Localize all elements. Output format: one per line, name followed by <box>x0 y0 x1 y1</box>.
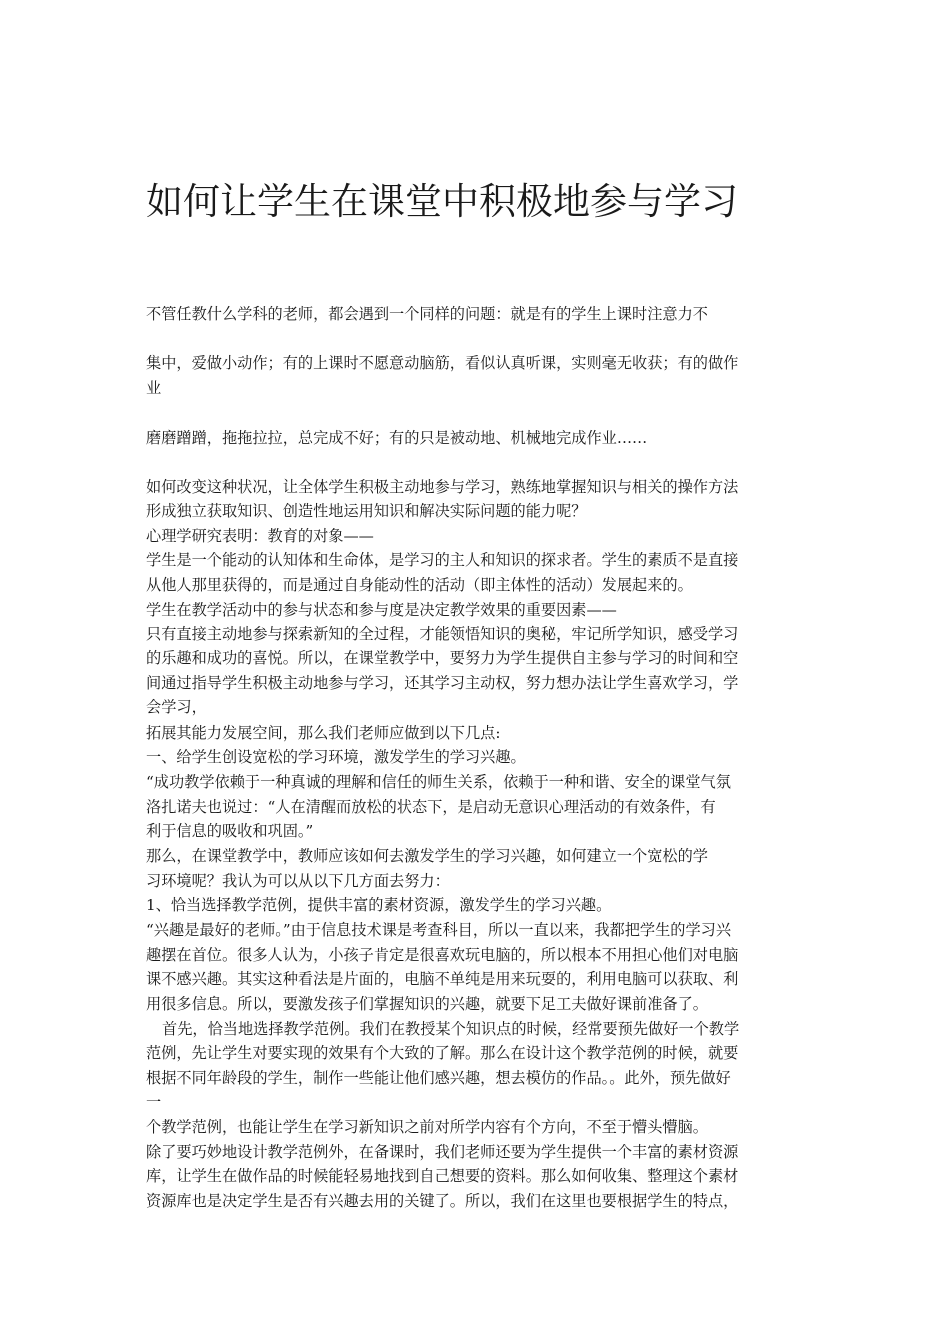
body-line: 除了要巧妙地设计教学范例外，在备课时，我们老师还要为学生提供一个丰富的素材资源 <box>146 1143 739 1161</box>
body-line: 首先，恰当地选择教学范例。我们在教授某个知识点的时候，经常要预先做好一个教学 <box>162 1020 740 1038</box>
body-line: 拓展其能力发展空间，那么我们老师应做到以下几点: <box>146 724 501 742</box>
body-line: 磨磨蹭蹭，拖拖拉拉，总完成不好；有的只是被动地、机械地完成作业…… <box>146 429 648 447</box>
body-line: 学生在教学活动中的参与状态和参与度是决定教学效果的重要因素—— <box>146 601 617 619</box>
body-line: 只有直接主动地参与探索新知的全过程，才能领悟知识的奥秘，牢记所学知识，感受学习 <box>146 625 739 643</box>
body-line: 根据不同年龄段的学生，制作一些能让他们感兴趣，想去模仿的作品。。此外，预先做好 <box>146 1069 731 1087</box>
body-line: 库，让学生在做作品的时候能轻易地找到自己想要的资料。那么如何收集、整理这个素材 <box>146 1167 739 1185</box>
body-line: 不管任教什么学科的老师，都会遇到一个同样的问题：就是有的学生上课时注意力不 <box>146 305 708 323</box>
body-line: “兴趣是最好的老师。”由于信息技术课是考查科目，所以一直以来，我都把学生的学习兴 <box>146 921 732 939</box>
body-line: 一 <box>146 1093 162 1111</box>
body-line: 利于信息的吸收和巩固。” <box>146 822 314 840</box>
body-line: 从他人那里获得的，而是通过自身能动性的活动（即主体性的活动）发展起来的。 <box>146 576 693 594</box>
body-line: 集中，爱做小动作；有的上课时不愿意动脑筋，看似认真听课，实则毫无收获；有的做作 <box>146 354 739 372</box>
subsection-heading: 1、恰当选择教学范例，提供丰富的素材资源，激发学生的学习兴趣。 <box>146 896 612 914</box>
body-line: 个教学范例，也能让学生在学习新知识之前对所学内容有个方向，不至于懵头懵脑。 <box>146 1118 708 1136</box>
body-line: 会学习， <box>146 698 207 716</box>
body-line: “成功教学依赖于一种真诚的理解和信任的师生关系，依赖于一种和谐、安全的课堂气氛 <box>146 773 731 791</box>
section-heading: 一、给学生创设宽松的学习环境，激发学生的学习兴趣。 <box>146 748 526 766</box>
body-line: 资源库也是决定学生是否有兴趣去用的关键了。所以，我们在这里也要根据学生的特点， <box>146 1192 739 1210</box>
body-line: 形成独立获取知识、创造性地运用知识和解决实际问题的能力呢？ <box>146 502 587 520</box>
body-line: 课不感兴趣。其实这种看法是片面的，电脑不单纯是用来玩耍的，利用电脑可以获取、利 <box>146 970 739 988</box>
body-line: 学生是一个能动的认知体和生命体，是学习的主人和知识的探求者。学生的素质不是直接 <box>146 551 739 569</box>
body-line: 那么，在课堂教学中，教师应该如何去激发学生的学习兴趣，如何建立一个宽松的学 <box>146 847 708 865</box>
body-line: 趣摆在首位。很多人认为，小孩子肯定是很喜欢玩电脑的，所以根本不用担心他们对电脑 <box>146 946 739 964</box>
body-line: 洛扎诺夫也说过：“人在清醒而放松的状态下，是启动无意识心理活动的有效条件，有 <box>146 798 716 816</box>
body-line: 范例，先让学生对要实现的效果有个大致的了解。那么在设计这个教学范例的时候，就要 <box>146 1044 739 1062</box>
body-line: 的乐趣和成功的喜悦。所以，在课堂教学中，要努力为学生提供自主参与学习的时间和空 <box>146 649 739 667</box>
body-line: 心理学研究表明：教育的对象—— <box>146 527 374 545</box>
body-line: 用很多信息。所以，要激发孩子们掌握知识的兴趣，就要下足工夫做好课前准备了。 <box>146 995 708 1013</box>
body-line: 如何改变这种状况，让全体学生积极主动地参与学习，熟练地掌握知识与相关的操作方法 <box>146 478 739 496</box>
body-line: 业 <box>146 379 162 397</box>
document-title: 如何让学生在课堂中积极地参与学习 <box>146 180 738 223</box>
body-line: 习环境呢？我认为可以从以下几方面去努力： <box>146 872 450 890</box>
body-line: 间通过指导学生积极主动地参与学习，还其学习主动权，努力想办法让学生喜欢学习，学 <box>146 674 739 692</box>
